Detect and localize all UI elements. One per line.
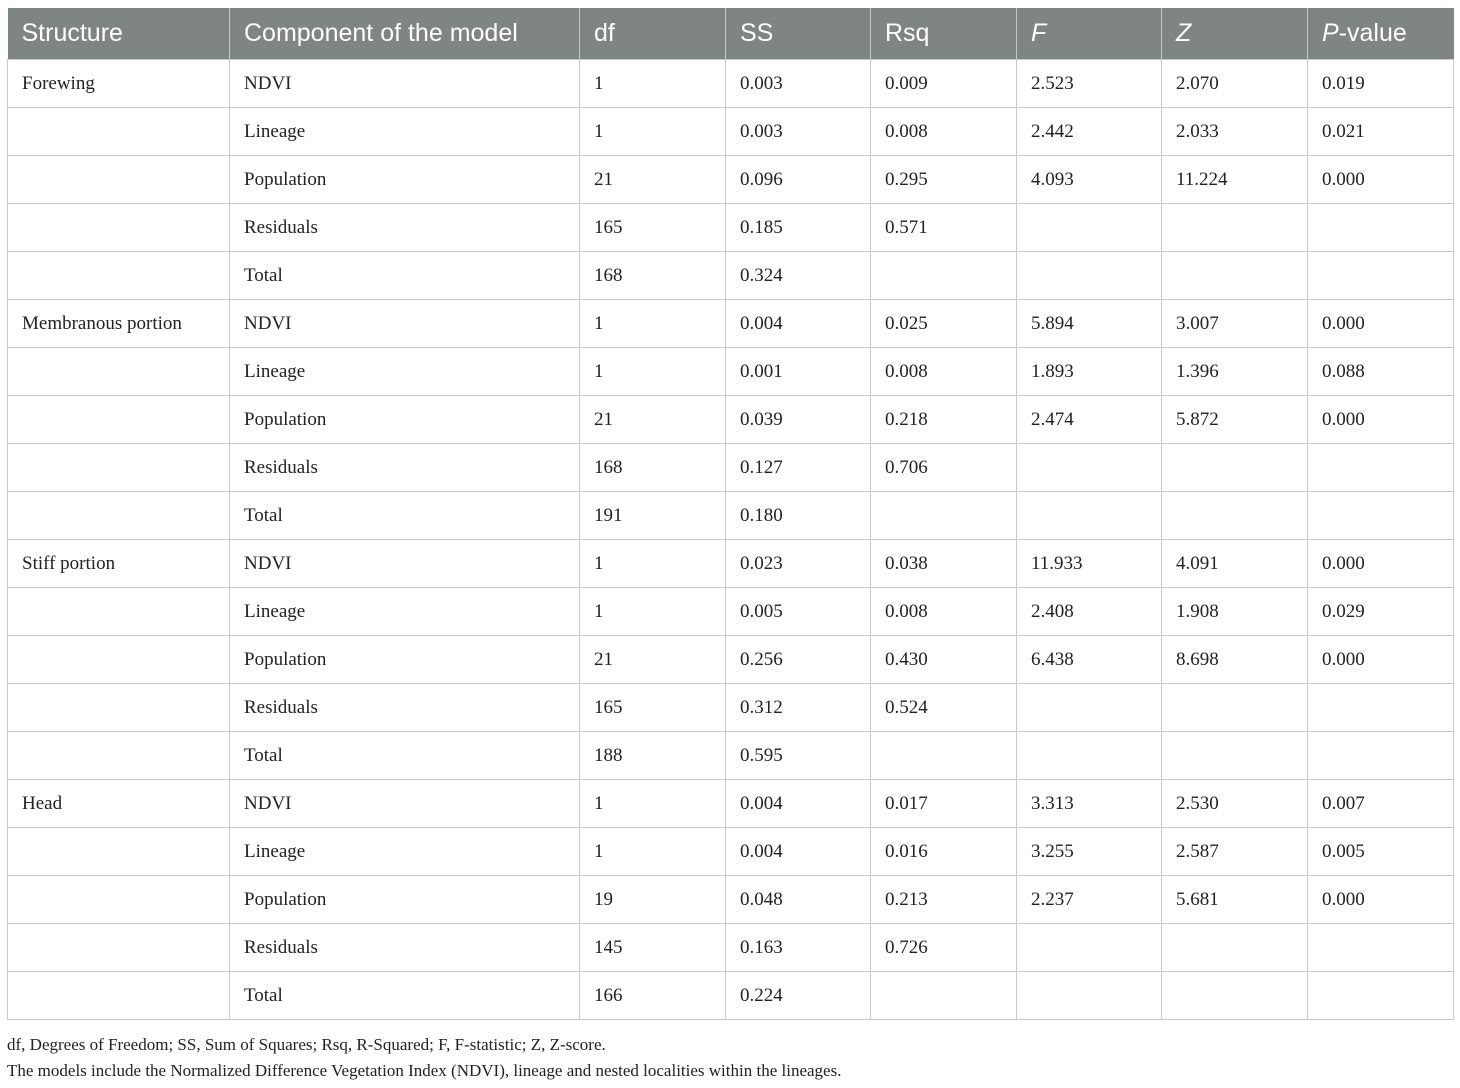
- cell-f: 6.438: [1017, 636, 1162, 684]
- cell-df: 145: [580, 924, 726, 972]
- cell-z: 5.681: [1162, 876, 1308, 924]
- table-row: [8, 588, 1454, 636]
- table-row: [8, 108, 1454, 156]
- cell-structure: [8, 876, 230, 924]
- cell-component: Total: [230, 492, 580, 540]
- cell-p: [1308, 204, 1454, 252]
- cell-rsq: 0.430: [871, 636, 1017, 684]
- header-df: df: [580, 8, 726, 60]
- cell-f: 2.442: [1017, 108, 1162, 156]
- cell-structure: [8, 972, 230, 1020]
- table-row: [8, 684, 1454, 732]
- table-row: [8, 396, 1454, 444]
- cell-z: 3.007: [1162, 300, 1308, 348]
- cell-rsq: 0.017: [871, 780, 1017, 828]
- cell-rsq: 0.213: [871, 876, 1017, 924]
- cell-f: 11.933: [1017, 540, 1162, 588]
- header-component: Component of the model: [230, 8, 580, 60]
- cell-ss: 0.256: [726, 636, 871, 684]
- anova-table: [7, 8, 1454, 1020]
- cell-ss: 0.312: [726, 684, 871, 732]
- cell-component: Lineage: [230, 348, 580, 396]
- cell-ss: 0.003: [726, 60, 871, 108]
- cell-component: NDVI: [230, 540, 580, 588]
- cell-p: [1308, 492, 1454, 540]
- cell-component: Lineage: [230, 108, 580, 156]
- cell-component: Total: [230, 972, 580, 1020]
- cell-ss: 0.324: [726, 252, 871, 300]
- cell-f: [1017, 444, 1162, 492]
- header-z-label: Z: [1176, 19, 1192, 47]
- cell-structure: [8, 588, 230, 636]
- cell-df: 1: [580, 300, 726, 348]
- cell-rsq: 0.008: [871, 108, 1017, 156]
- cell-structure: [8, 636, 230, 684]
- cell-p: 0.007: [1308, 780, 1454, 828]
- cell-f: 3.255: [1017, 828, 1162, 876]
- cell-structure: Head: [8, 780, 230, 828]
- cell-f: [1017, 732, 1162, 780]
- cell-z: [1162, 444, 1308, 492]
- table-footnotes: [7, 1032, 841, 1084]
- cell-z: 2.587: [1162, 828, 1308, 876]
- cell-structure: [8, 684, 230, 732]
- header-z: [1162, 8, 1308, 60]
- cell-f: [1017, 252, 1162, 300]
- table-row: [8, 156, 1454, 204]
- cell-df: 165: [580, 204, 726, 252]
- cell-f: 5.894: [1017, 300, 1162, 348]
- cell-p: 0.000: [1308, 156, 1454, 204]
- cell-df: 21: [580, 396, 726, 444]
- table-row: [8, 492, 1454, 540]
- cell-z: 2.070: [1162, 60, 1308, 108]
- cell-rsq: 0.016: [871, 828, 1017, 876]
- cell-rsq: [871, 252, 1017, 300]
- cell-rsq: 0.008: [871, 588, 1017, 636]
- cell-ss: 0.003: [726, 108, 871, 156]
- cell-df: 1: [580, 108, 726, 156]
- cell-p: 0.005: [1308, 828, 1454, 876]
- cell-ss: 0.001: [726, 348, 871, 396]
- cell-ss: 0.595: [726, 732, 871, 780]
- cell-rsq: 0.571: [871, 204, 1017, 252]
- cell-df: 1: [580, 348, 726, 396]
- cell-f: 3.313: [1017, 780, 1162, 828]
- cell-rsq: [871, 492, 1017, 540]
- table-header: [8, 8, 1454, 60]
- cell-df: 1: [580, 588, 726, 636]
- cell-f: [1017, 924, 1162, 972]
- header-p-rest: -value: [1338, 19, 1407, 47]
- cell-ss: 0.163: [726, 924, 871, 972]
- cell-component: Population: [230, 636, 580, 684]
- cell-df: 166: [580, 972, 726, 1020]
- table-row: [8, 924, 1454, 972]
- cell-rsq: [871, 972, 1017, 1020]
- table-body: [8, 60, 1454, 1020]
- cell-z: 2.033: [1162, 108, 1308, 156]
- table-row: [8, 828, 1454, 876]
- cell-z: 11.224: [1162, 156, 1308, 204]
- cell-df: 19: [580, 876, 726, 924]
- cell-z: [1162, 924, 1308, 972]
- header-rsq: Rsq: [871, 8, 1017, 60]
- anova-table-container: [7, 8, 1453, 1020]
- cell-structure: [8, 156, 230, 204]
- cell-z: [1162, 204, 1308, 252]
- cell-p: [1308, 252, 1454, 300]
- cell-structure: [8, 732, 230, 780]
- cell-p: [1308, 684, 1454, 732]
- cell-ss: 0.004: [726, 300, 871, 348]
- cell-rsq: [871, 732, 1017, 780]
- table-row: [8, 876, 1454, 924]
- cell-z: [1162, 972, 1308, 1020]
- cell-z: [1162, 732, 1308, 780]
- cell-f: [1017, 492, 1162, 540]
- cell-structure: [8, 924, 230, 972]
- cell-df: 168: [580, 252, 726, 300]
- cell-ss: 0.180: [726, 492, 871, 540]
- cell-df: 168: [580, 444, 726, 492]
- cell-z: [1162, 252, 1308, 300]
- cell-z: 1.908: [1162, 588, 1308, 636]
- cell-component: Residuals: [230, 924, 580, 972]
- cell-structure: Membranous portion: [8, 300, 230, 348]
- cell-p: 0.000: [1308, 396, 1454, 444]
- cell-rsq: 0.008: [871, 348, 1017, 396]
- cell-p: 0.021: [1308, 108, 1454, 156]
- cell-structure: [8, 396, 230, 444]
- cell-df: 1: [580, 780, 726, 828]
- cell-z: 8.698: [1162, 636, 1308, 684]
- table-row: [8, 348, 1454, 396]
- table-row: [8, 732, 1454, 780]
- cell-component: Residuals: [230, 204, 580, 252]
- cell-structure: [8, 252, 230, 300]
- cell-p: [1308, 924, 1454, 972]
- table-row: [8, 300, 1454, 348]
- cell-ss: 0.039: [726, 396, 871, 444]
- cell-p: 0.088: [1308, 348, 1454, 396]
- cell-f: [1017, 972, 1162, 1020]
- cell-structure: [8, 492, 230, 540]
- cell-p: 0.000: [1308, 540, 1454, 588]
- header-row: [8, 8, 1454, 60]
- cell-f: [1017, 204, 1162, 252]
- cell-z: 2.530: [1162, 780, 1308, 828]
- cell-df: 21: [580, 156, 726, 204]
- cell-component: Total: [230, 252, 580, 300]
- cell-p: 0.000: [1308, 300, 1454, 348]
- cell-component: Residuals: [230, 684, 580, 732]
- cell-df: 191: [580, 492, 726, 540]
- cell-ss: 0.185: [726, 204, 871, 252]
- cell-ss: 0.023: [726, 540, 871, 588]
- cell-component: NDVI: [230, 300, 580, 348]
- table-row: [8, 972, 1454, 1020]
- cell-component: Total: [230, 732, 580, 780]
- cell-p: [1308, 732, 1454, 780]
- cell-rsq: 0.038: [871, 540, 1017, 588]
- cell-component: Population: [230, 396, 580, 444]
- table-row: [8, 636, 1454, 684]
- cell-structure: [8, 108, 230, 156]
- cell-ss: 0.224: [726, 972, 871, 1020]
- footnote-model-description: The models include the Normalized Difference Vegetation Index (NDVI), lineage and nested localities within the lineages.: [7, 1061, 842, 1080]
- cell-df: 188: [580, 732, 726, 780]
- cell-f: 2.237: [1017, 876, 1162, 924]
- cell-rsq: 0.025: [871, 300, 1017, 348]
- cell-component: NDVI: [230, 60, 580, 108]
- header-p-italic: P: [1322, 19, 1339, 47]
- cell-p: [1308, 444, 1454, 492]
- header-f: [1017, 8, 1162, 60]
- cell-component: Population: [230, 876, 580, 924]
- table-row: [8, 540, 1454, 588]
- cell-f: 2.523: [1017, 60, 1162, 108]
- cell-structure: [8, 348, 230, 396]
- cell-z: 1.396: [1162, 348, 1308, 396]
- table-row: [8, 252, 1454, 300]
- cell-z: [1162, 492, 1308, 540]
- cell-p: [1308, 972, 1454, 1020]
- cell-ss: 0.004: [726, 780, 871, 828]
- cell-structure: [8, 828, 230, 876]
- cell-structure: Forewing: [8, 60, 230, 108]
- cell-component: NDVI: [230, 780, 580, 828]
- cell-ss: 0.048: [726, 876, 871, 924]
- cell-ss: 0.004: [726, 828, 871, 876]
- cell-z: 4.091: [1162, 540, 1308, 588]
- cell-structure: [8, 444, 230, 492]
- table-row: [8, 444, 1454, 492]
- cell-f: 1.893: [1017, 348, 1162, 396]
- cell-ss: 0.005: [726, 588, 871, 636]
- cell-p: 0.000: [1308, 636, 1454, 684]
- cell-component: Lineage: [230, 828, 580, 876]
- header-structure: Structure: [8, 8, 230, 60]
- cell-df: 1: [580, 60, 726, 108]
- cell-df: 165: [580, 684, 726, 732]
- cell-p: 0.019: [1308, 60, 1454, 108]
- header-ss: SS: [726, 8, 871, 60]
- cell-ss: 0.127: [726, 444, 871, 492]
- cell-f: 2.408: [1017, 588, 1162, 636]
- cell-f: 2.474: [1017, 396, 1162, 444]
- cell-component: Lineage: [230, 588, 580, 636]
- table-row: [8, 780, 1454, 828]
- cell-structure: Stiff portion: [8, 540, 230, 588]
- cell-z: 5.872: [1162, 396, 1308, 444]
- cell-rsq: 0.524: [871, 684, 1017, 732]
- cell-z: [1162, 684, 1308, 732]
- cell-df: 1: [580, 540, 726, 588]
- cell-df: 21: [580, 636, 726, 684]
- cell-component: Residuals: [230, 444, 580, 492]
- cell-rsq: 0.295: [871, 156, 1017, 204]
- cell-rsq: 0.726: [871, 924, 1017, 972]
- cell-component: Population: [230, 156, 580, 204]
- cell-rsq: 0.706: [871, 444, 1017, 492]
- footnote-abbreviations: df, Degrees of Freedom; SS, Sum of Squares; Rsq, R-Squared; F, F-statistic; Z, Z-score.: [7, 1035, 606, 1054]
- cell-f: [1017, 684, 1162, 732]
- header-p-value: [1308, 8, 1454, 60]
- cell-p: 0.029: [1308, 588, 1454, 636]
- header-f-label: F: [1031, 19, 1047, 47]
- cell-df: 1: [580, 828, 726, 876]
- cell-ss: 0.096: [726, 156, 871, 204]
- cell-rsq: 0.218: [871, 396, 1017, 444]
- cell-f: 4.093: [1017, 156, 1162, 204]
- table-row: [8, 204, 1454, 252]
- cell-p: 0.000: [1308, 876, 1454, 924]
- cell-rsq: 0.009: [871, 60, 1017, 108]
- table-row: [8, 60, 1454, 108]
- cell-structure: [8, 204, 230, 252]
